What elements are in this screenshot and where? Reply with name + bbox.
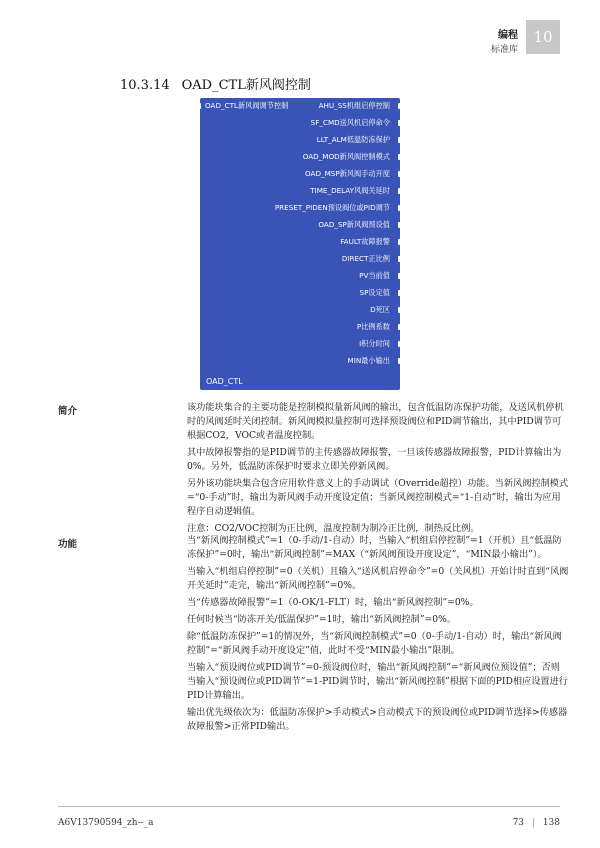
block-output-label: OAD_MOD新风阀控制模式 bbox=[302, 152, 390, 161]
header-subtitle: 标准库 bbox=[490, 45, 518, 55]
function-label: 功能 bbox=[58, 539, 78, 550]
section-number: 10.3.14 bbox=[120, 78, 170, 93]
page-number: 73 bbox=[512, 818, 525, 828]
block-output-label: FAULT故障报警 bbox=[340, 237, 390, 246]
block-output-label: SF_CMD送风机启停命令 bbox=[310, 118, 390, 127]
block-output-label: OAD_SP新风阀预设值 bbox=[318, 220, 390, 229]
function-paragraph: 输出优先级依次为：低温防冻保护>手动模式>自动模式下的预设阀位或PID调节选择>传感器故障报警>正常PID输出。 bbox=[187, 707, 568, 732]
output-pin bbox=[398, 290, 403, 296]
output-pin bbox=[398, 341, 403, 347]
intro-paragraph: 该功能块集合的主要功能是控制模拟量新风阀的输出，包含低温防冻保护功能，及送风机停机时的风阀延时关闭控制。新风阀模拟量控制可选择预设阀位和PID调节输出，其中PID调节可根据CO2，VOC或者温度控制。 bbox=[187, 402, 564, 441]
block-input-label: OAD_CTL新风阀调节控制 bbox=[205, 101, 289, 110]
block-output-label: MIN最小输出 bbox=[347, 356, 390, 365]
function-paragraph: 任何时候当“防冻开关/低温保护”=1时，输出“新风阀控制”=0%。 bbox=[187, 614, 457, 625]
block-output-label: PV当前值 bbox=[359, 271, 390, 280]
function-paragraph: 当“新风阀控制模式”=1（0-手动/1-自动）时，当输入“机组启停控制”=1（开机）且“低温防冻保护”=0时，输出“新风阀控制”=MAX（“新风阀预设开度设定”，“MIN最小输出”）。 bbox=[187, 535, 562, 560]
block-output-label: D死区 bbox=[370, 305, 390, 314]
output-pin bbox=[398, 273, 403, 279]
block-output-label: OAD_MSP新风阀手动开度 bbox=[305, 169, 390, 178]
block-name: OAD_CTL bbox=[206, 377, 243, 386]
intro-paragraph: 另外该功能块集合包含应用软件意义上的手动调试（Override超控）功能。当新风阀控制模式=“0-手动”时，输出为新风阀手动开度设定值；当新风阀控制模式=“1-自动”时，输出为应用程序自动逻辑值。 bbox=[187, 478, 569, 517]
block-output-label: SP设定值 bbox=[359, 288, 390, 297]
output-pin bbox=[398, 205, 403, 211]
intro-paragraph: 其中故障报警指的是PID调节的主传感器故障报警，一旦该传感器故障报警，PID计算输出为0%。另外，低温防冻保护时要求立即关停新风阀。 bbox=[187, 447, 562, 472]
section-title-text: OAD_CTL新风阀控制 bbox=[181, 78, 311, 93]
block-output-label: TIME_DELAY风阀关延时 bbox=[310, 186, 390, 195]
output-pin bbox=[398, 154, 403, 160]
footer-page bbox=[513, 818, 560, 828]
intro-text bbox=[187, 401, 569, 539]
intro-label: 简介 bbox=[58, 406, 78, 417]
block-output-label: P比例系数 bbox=[356, 322, 390, 331]
block-output-label: PRESET_PIDEN预设阀位或PID调节 bbox=[274, 203, 390, 212]
footer-doc-id: A6V13790594_zh--_a bbox=[58, 818, 154, 828]
output-pin bbox=[398, 222, 403, 228]
intro-paragraph: 注意：CO2/VOC控制为正比例，温度控制为制冷正比例，制热反比例。 bbox=[187, 523, 480, 534]
input-pin bbox=[197, 103, 201, 109]
output-pin bbox=[398, 239, 403, 245]
function-block bbox=[200, 98, 400, 390]
output-pin bbox=[398, 120, 403, 126]
section-title bbox=[120, 74, 311, 93]
block-output-label: DIRECT正比例 bbox=[341, 254, 390, 263]
output-pin bbox=[398, 324, 403, 330]
output-pin bbox=[398, 137, 403, 143]
block-output-label: LLT_ALM低温防冻保护 bbox=[316, 135, 390, 144]
function-paragraph: 当输入“机组启停控制”=0（关机）且输入“送风机启停命令”=0（关风机）开始计时直到“风阀开关延时”走完，输出“新风阀控制”=0%。 bbox=[187, 566, 569, 591]
footer-divider bbox=[58, 806, 560, 807]
output-pin bbox=[398, 358, 403, 364]
output-pin bbox=[398, 171, 403, 177]
output-pin bbox=[398, 307, 403, 313]
block-output-label: I积分时间 bbox=[359, 339, 390, 348]
function-paragraph: 当“传感器故障报警”=1（0-OK/1-FLT）时，输出“新风阀控制”=0%。 bbox=[187, 597, 479, 608]
page-total: 138 bbox=[542, 818, 560, 828]
output-pin bbox=[398, 103, 403, 109]
function-paragraph: 当输入“预设阀位或PID调节”=0-预设阀位时，输出“新风阀控制”=“新风阀位预设值”；否则当输入“预设阀位或PID调节”=1-PID调节时，输出“新风阀控制”根据下面的PID相应设置进行PID计算输出。 bbox=[187, 662, 568, 701]
page-separator: | bbox=[531, 818, 535, 828]
output-pin bbox=[398, 188, 403, 194]
output-pin bbox=[398, 256, 403, 262]
header-chapter: 编程 bbox=[498, 30, 518, 41]
chapter-number-badge: 10 bbox=[526, 20, 560, 54]
function-text bbox=[187, 534, 569, 737]
function-paragraph: 除“低温防冻保护”=1的情况外，当“新风阀控制模式”=0（0-手动/1-自动）时，输出“新风阀控制”=“新风阀手动开度设定”值，此时不受“MIN最小输出”限制。 bbox=[187, 631, 562, 656]
block-output-label: AHU_SS机组启停控制 bbox=[318, 101, 390, 110]
